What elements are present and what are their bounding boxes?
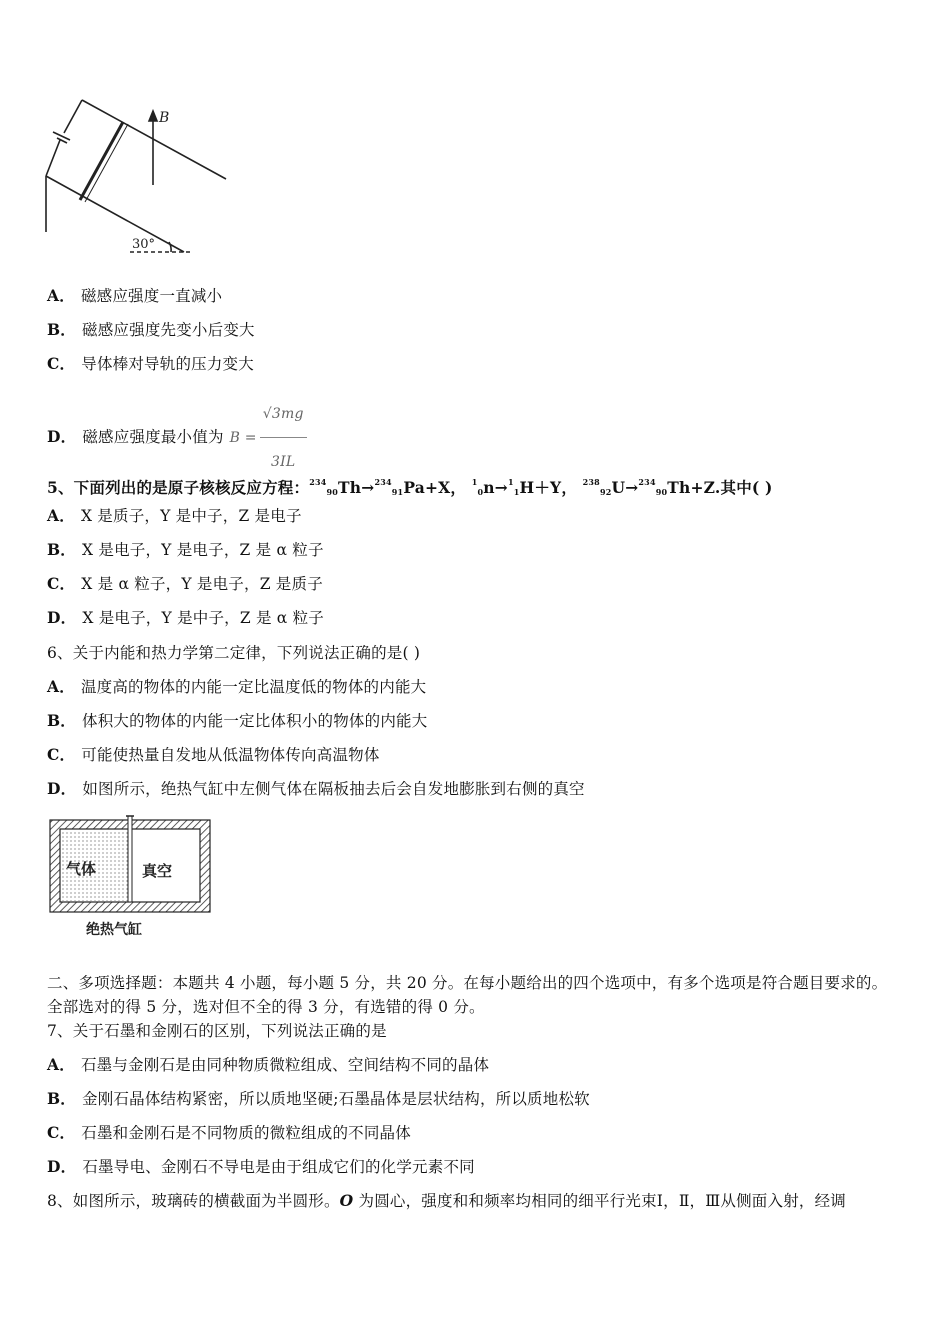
- q5-option-c[interactable]: C． X 是 α 粒子，Y 是电子，Z 是质子: [47, 574, 323, 593]
- q5-option-a[interactable]: A． X 是质子，Y 是中子，Z 是电子: [47, 506, 302, 525]
- q5-option-b[interactable]: B． X 是电子，Y 是电子，Z 是 α 粒子: [47, 540, 324, 559]
- q6-option-b[interactable]: B． 体积大的物体的内能一定比体积小的物体的内能大: [47, 711, 428, 730]
- formula-fraction: $\frac{√3mg}{3IL}$: [260, 392, 307, 484]
- q7-option-d[interactable]: D． 石墨导电、金刚石不导电是由于组成它们的化学元素不同: [47, 1157, 475, 1176]
- q5-stem: 5、下面列出的是原子核核反应方程：$^{234}_{90}$Th→$^{234}_{91}$Pa+X， $^1_0$n→$^1_1$H＋Y， $^{238}_{92}$U→$^{234}_{90}$Th+Z.其中( ): [47, 477, 773, 497]
- angle-label: 30°: [132, 237, 156, 252]
- cylinder-caption: 绝热气缸: [86, 922, 142, 938]
- figure-inclined-rails: [40, 95, 240, 260]
- q6-option-c[interactable]: C． 可能使热量自发地从低温物体传向高温物体: [47, 745, 380, 764]
- b-label: B: [159, 110, 170, 126]
- q6-option-a[interactable]: A． 温度高的物体的内能一定比温度低的物体的内能大: [47, 677, 427, 696]
- q6-option-d[interactable]: D． 如图所示，绝热气缸中左侧气体在隔板抽去后会自发地膨胀到右侧的真空: [47, 779, 585, 798]
- section2-line1: 二、多项选择题：本题共 4 小题，每小题 5 分，共 20 分。在每小题给出的四个选项中，有多个选项是符合题目要求的。: [47, 974, 888, 992]
- figure-insulated-cylinder: [46, 812, 216, 944]
- section2-line2: 全部选对的得 5 分，选对但不全的得 3 分，有选错的得 0 分。: [47, 998, 485, 1016]
- q5-option-d[interactable]: D． X 是电子，Y 是中子，Z 是 α 粒子: [47, 608, 324, 627]
- q7-stem: 7、关于石墨和金刚石的区别，下列说法正确的是: [47, 1022, 387, 1040]
- vacuum-label: 真空: [142, 862, 173, 880]
- q4-option-a[interactable]: A． 磁感应强度一直减小: [47, 286, 223, 305]
- q4-option-b[interactable]: B． 磁感应强度先变小后变大: [47, 320, 255, 339]
- formula-lhs: B =: [229, 430, 257, 446]
- q7-option-b[interactable]: B． 金刚石晶体结构紧密，所以质地坚硬;石墨晶体是层状结构，所以质地松软: [47, 1089, 590, 1108]
- q7-option-a[interactable]: A． 石墨与金刚石是由同种物质微粒组成、空间结构不同的晶体: [47, 1055, 490, 1074]
- q4-option-d[interactable]: D． 磁感应强度最小值为 B = $\frac{√3mg}{3IL}$: [47, 392, 307, 484]
- q4-option-c[interactable]: C． 导体棒对导轨的压力变大: [47, 354, 254, 373]
- q7-option-c[interactable]: C． 石墨和金刚石是不同物质的微粒组成的不同晶体: [47, 1123, 411, 1142]
- q8-stem: 8、如图所示，玻璃砖的横截面为半圆形。O 为圆心，强度和和频率均相同的细平行光束Ⅰ，Ⅱ，Ⅲ从侧面入射，经调: [47, 1191, 847, 1210]
- q6-stem: 6、关于内能和热力学第二定律，下列说法正确的是( ): [47, 644, 421, 662]
- gas-label: 气体: [66, 860, 97, 878]
